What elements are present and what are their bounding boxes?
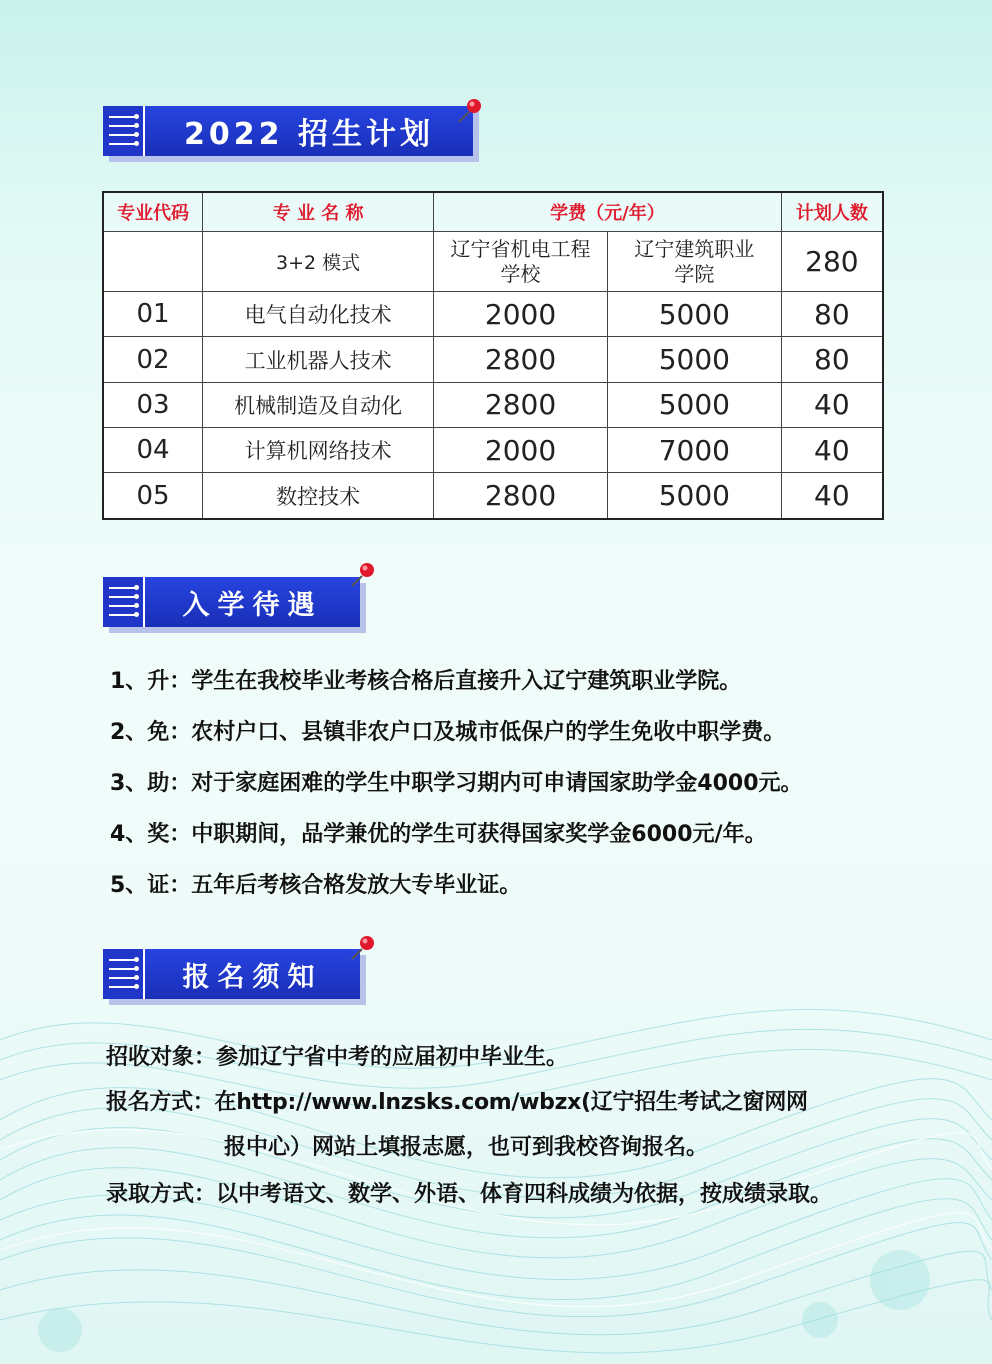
section-banner-registration (103, 949, 360, 999)
cell-count: 40 (781, 428, 883, 473)
table-row-mode (103, 232, 883, 292)
cell-count: 40 (781, 382, 883, 427)
pushpin-icon (348, 560, 378, 590)
enrollment-plan-table (102, 191, 884, 520)
section-banner-plan (103, 106, 473, 156)
table-row (103, 473, 883, 519)
cell-fee-2: 5000 (607, 473, 781, 519)
cell-count: 80 (781, 292, 883, 337)
cell-fee-1: 2000 (434, 428, 608, 473)
stripes-icon (103, 106, 145, 156)
cell-count: 40 (781, 473, 883, 519)
cell-fee-1: 2800 (434, 337, 608, 382)
registration-method: 报名方式：在http://www.lnzsks.com/wbzx(辽宁招生考试之窗网网 (106, 1090, 808, 1115)
school-1-label: 辽宁省机电工程学校 (450, 236, 591, 286)
cell-fee-2: 5000 (607, 382, 781, 427)
benefit-item: 3、助：对于家庭困难的学生中职学习期内可申请国家助学金4000元。 (110, 771, 803, 796)
cell-count: 280 (781, 232, 883, 292)
pushpin-icon (348, 933, 378, 963)
benefit-item: 2、免：农村户口、县镇非农户口及城市低保户的学生免收中职学费。 (110, 720, 786, 745)
cell-school-2 (607, 232, 781, 292)
cell-name: 工业机器人技术 (203, 337, 434, 382)
cell-name: 数控技术 (203, 473, 434, 519)
registration-method-continued: 报中心）网站上填报志愿，也可到我校咨询报名。 (224, 1135, 709, 1160)
table-header-row (103, 192, 883, 232)
section-title-plan: 2022 招生计划 (145, 106, 473, 156)
benefit-item: 1、升：学生在我校毕业考核合格后直接升入辽宁建筑职业学院。 (110, 669, 742, 694)
cell-code: 04 (103, 428, 203, 473)
admission-method: 录取方式：以中考语文、数学、外语、体育四科成绩为依据，按成绩录取。 (106, 1182, 833, 1207)
stripes-icon (103, 949, 145, 999)
header-code: 专业代码 (103, 192, 203, 232)
table-row (103, 382, 883, 427)
header-fee: 学费（元/年） (434, 192, 782, 232)
stripes-icon (103, 577, 145, 627)
cell-fee-2: 7000 (607, 428, 781, 473)
section-title-registration: 报名须知 (145, 949, 360, 999)
cell-fee-1: 2800 (434, 382, 608, 427)
benefit-item: 4、奖：中职期间，品学兼优的学生可获得国家奖学金6000元/年。 (110, 822, 767, 847)
cell-code: 01 (103, 292, 203, 337)
cell-fee-1: 2800 (434, 473, 608, 519)
section-banner-benefits (103, 577, 360, 627)
table-row (103, 337, 883, 382)
cell-code: 05 (103, 473, 203, 519)
cell-fee-2: 5000 (607, 292, 781, 337)
cell-code (103, 232, 203, 292)
cell-name: 电气自动化技术 (203, 292, 434, 337)
header-count: 计划人数 (781, 192, 883, 232)
cell-code: 03 (103, 382, 203, 427)
cell-code: 02 (103, 337, 203, 382)
section-title-benefits: 入学待遇 (145, 577, 360, 627)
cell-fee-1: 2000 (434, 292, 608, 337)
school-2-label: 辽宁建筑职业学院 (634, 236, 755, 286)
cell-name: 机械制造及自动化 (203, 382, 434, 427)
cell-name: 计算机网络技术 (203, 428, 434, 473)
registration-target: 招收对象：参加辽宁省中考的应届初中毕业生。 (106, 1045, 569, 1070)
benefit-item: 5、证：五年后考核合格发放大专毕业证。 (110, 873, 522, 898)
cell-fee-2: 5000 (607, 337, 781, 382)
table-row (103, 428, 883, 473)
cell-school-1 (434, 232, 608, 292)
table-row (103, 292, 883, 337)
cell-mode: 3+2 模式 (203, 232, 434, 292)
header-name: 专 业 名 称 (203, 192, 434, 232)
pushpin-icon (455, 96, 485, 126)
cell-count: 80 (781, 337, 883, 382)
